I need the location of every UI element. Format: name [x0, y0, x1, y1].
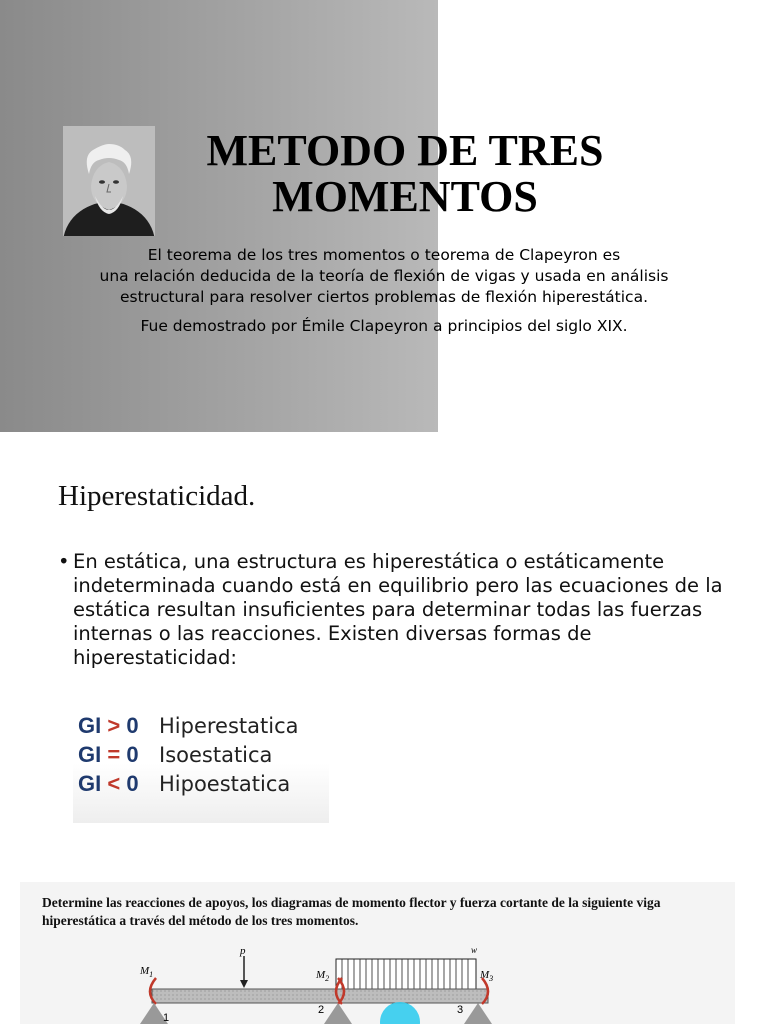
node-3-label: 3 [457, 1004, 464, 1016]
moment-label-1: $M_1$ [140, 965, 154, 979]
moment-label-2: $M_2$ [316, 969, 330, 983]
bullet-text: En estática, una estructura es hiperestática o estáticamente indeterminada cuando está en equilibrio pero las ecuaciones de la estática resultan insuficientes para determinar todas las fuerzas internas o las reacciones. Existen diversas formas de hiperestaticidad: [73, 550, 723, 669]
clapeyron-portrait [63, 126, 155, 236]
problem-figure [20, 882, 735, 1024]
slide-description [90, 245, 678, 337]
gi-label: GI [78, 771, 102, 796]
moment-label-3: $M_3$ [480, 969, 494, 983]
node-1-label: 1 [163, 1012, 170, 1024]
point-load-label: p [240, 945, 246, 957]
gi-class-label: Hipoestatica [159, 772, 291, 796]
title-line-1: METODO DE TRES [206, 126, 604, 175]
support-2 [324, 1003, 352, 1024]
gi-operator: = [107, 742, 121, 767]
distributed-load [336, 959, 476, 989]
load-w-label: w [471, 945, 478, 955]
support-3 [464, 1003, 492, 1024]
gi-label: GI [78, 742, 102, 767]
gi-value: 0 [126, 742, 139, 767]
beam-diagram [20, 882, 735, 1024]
gi-classification-image [73, 690, 329, 823]
beam [152, 989, 488, 1003]
gi-class-label: Hiperestatica [159, 714, 299, 738]
gi-class-label: Isoestatica [159, 743, 273, 767]
title-slide [0, 0, 768, 432]
gi-operator: > [107, 713, 121, 738]
bullet-item [58, 550, 738, 670]
problem-statement: Determine las reacciones de apoyos, los diagramas de momento flector y fuerza cortante de la siguiente viga hiperestática a través del método de los tres momentos. [42, 895, 661, 928]
node-2-label: 2 [318, 1004, 325, 1016]
gi-row-hiperestatica [78, 712, 299, 741]
highlight-circle [380, 1002, 420, 1024]
section-heading: Hiperestaticidad. [58, 480, 256, 512]
description-line-1: El teorema de los tres momentos o teorema de Clapeyron es [147, 246, 621, 264]
gi-operator: < [107, 771, 121, 796]
gi-value: 0 [126, 713, 139, 738]
description-paragraph-2: Fue demostrado por Émile Clapeyron a principios del siglo XIX. [140, 317, 628, 335]
description-line-2: una relación deducida de la teoría de flexión de vigas y usada en análisis [99, 267, 669, 285]
gi-row-hipoestatica [78, 770, 290, 799]
gi-row-isoestatica [78, 741, 272, 770]
slide-title [150, 128, 660, 220]
gi-value: 0 [126, 771, 139, 796]
title-line-2: MOMENTOS [272, 172, 538, 221]
gi-label: GI [78, 713, 102, 738]
description-line-3: estructural para resolver ciertos problemas de flexión hiperestática. [119, 288, 649, 306]
bullet-dot: • [58, 550, 70, 573]
